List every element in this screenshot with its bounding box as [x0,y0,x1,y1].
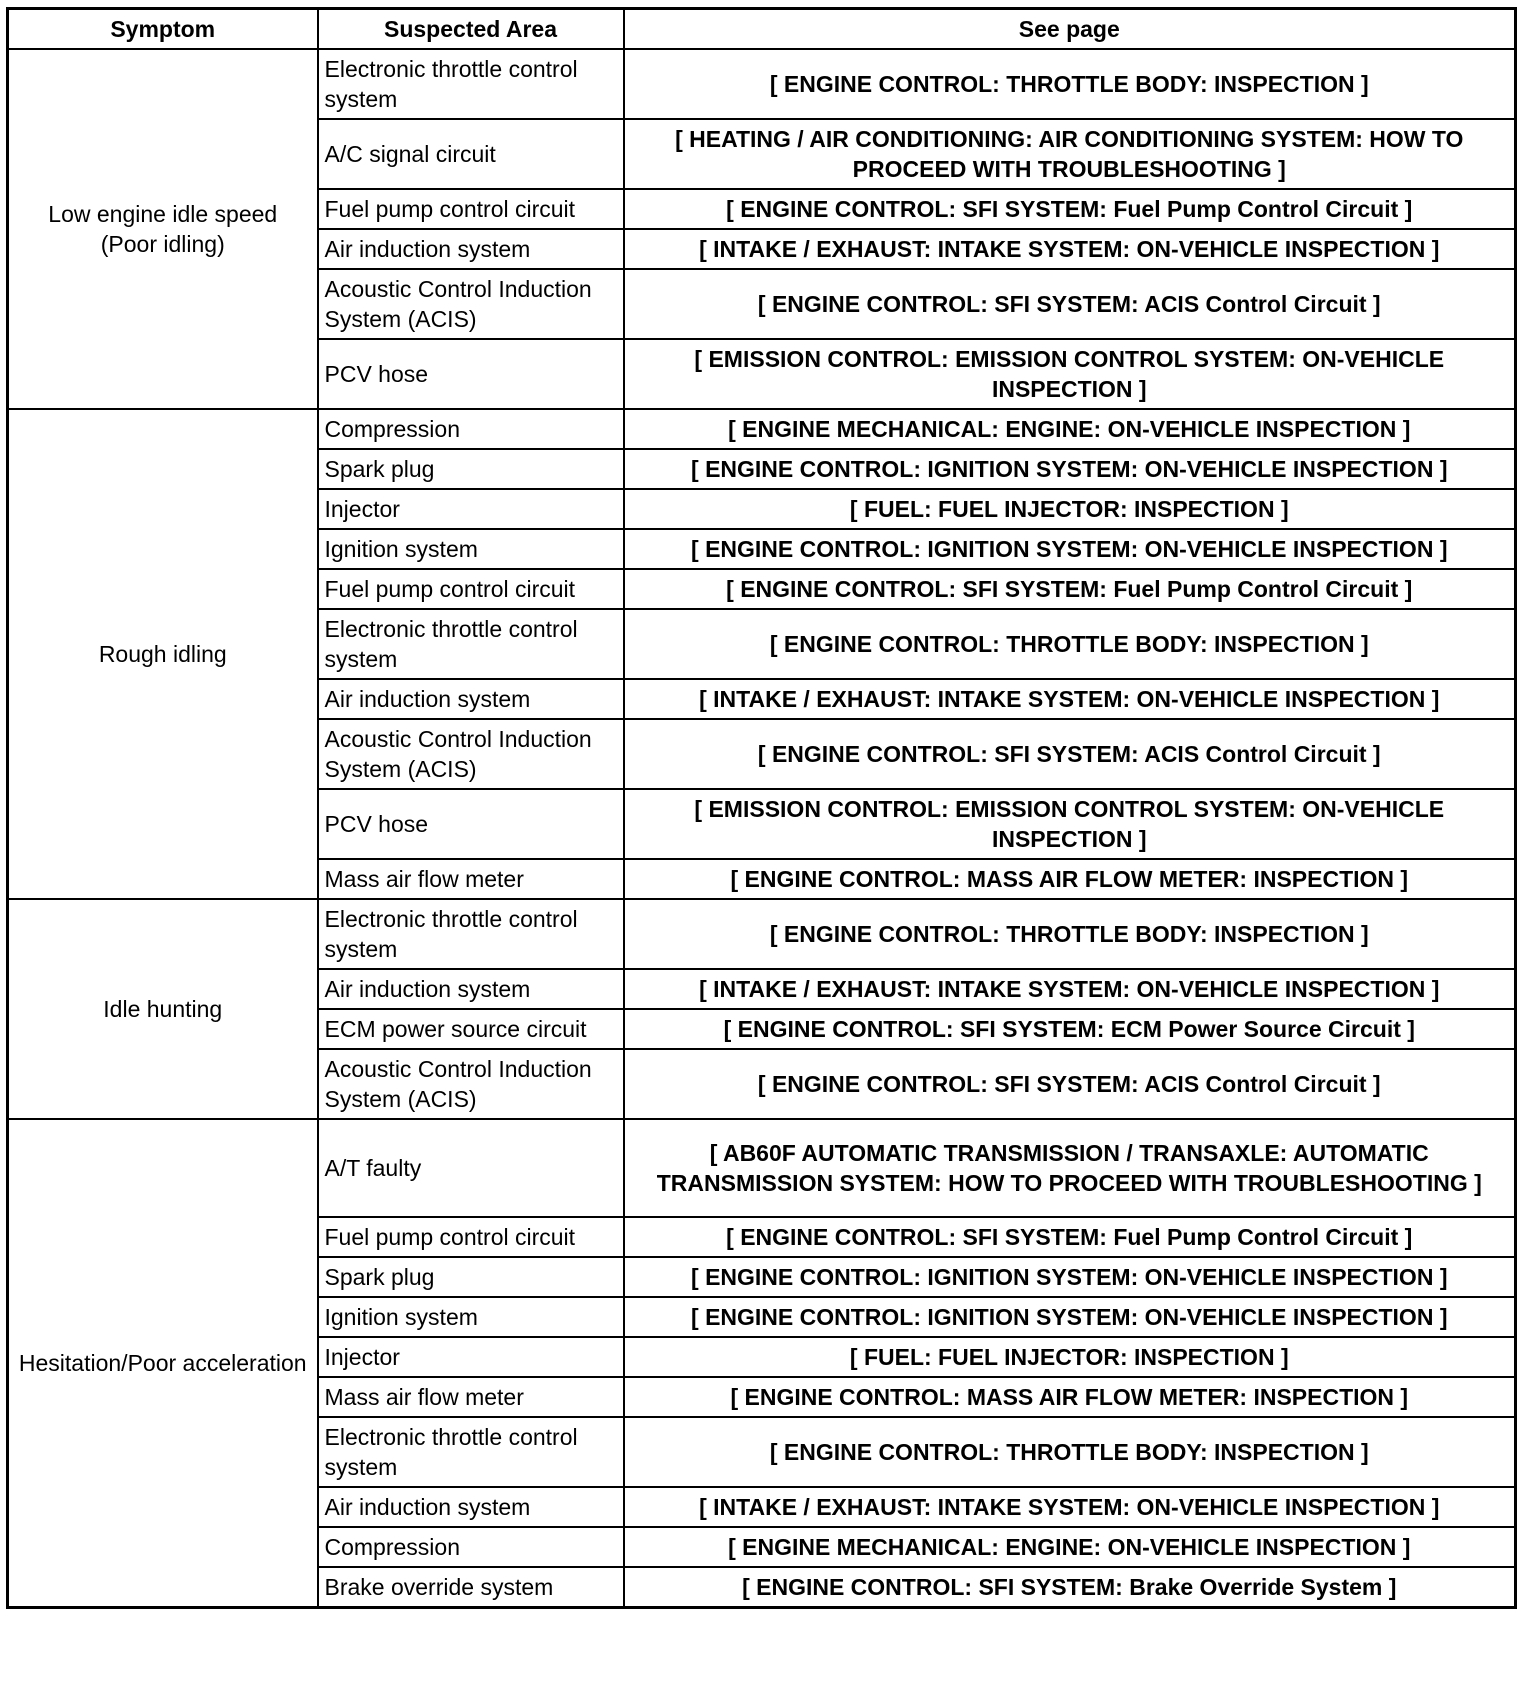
suspected-area-cell: Air induction system [318,229,624,269]
see-page-link[interactable]: [ ENGINE CONTROL: SFI SYSTEM: Fuel Pump Control Circuit ] [624,1217,1516,1257]
see-page-link[interactable]: [ ENGINE CONTROL: SFI SYSTEM: Brake Override System ] [624,1567,1516,1608]
suspected-area-cell: PCV hose [318,339,624,409]
table-body [8,49,1516,1608]
suspected-area-cell: Electronic throttle control system [318,49,624,119]
troubleshooting-table [6,7,1517,1609]
see-page-link[interactable]: [ ENGINE MECHANICAL: ENGINE: ON-VEHICLE INSPECTION ] [624,409,1516,449]
see-page-link[interactable]: [ ENGINE CONTROL: IGNITION SYSTEM: ON-VEHICLE INSPECTION ] [624,449,1516,489]
suspected-area-cell: Acoustic Control Induction System (ACIS) [318,1049,624,1119]
see-page-link[interactable]: [ INTAKE / EXHAUST: INTAKE SYSTEM: ON-VEHICLE INSPECTION ] [624,679,1516,719]
see-page-link[interactable]: [ AB60F AUTOMATIC TRANSMISSION / TRANSAXLE: AUTOMATIC TRANSMISSION SYSTEM: HOW TO PROCEED WITH TROUBLESHOOTING ] [624,1119,1516,1217]
table-row [8,1119,1516,1217]
suspected-area-cell: Fuel pump control circuit [318,569,624,609]
see-page-link[interactable]: [ ENGINE CONTROL: IGNITION SYSTEM: ON-VEHICLE INSPECTION ] [624,1257,1516,1297]
see-page-link[interactable]: [ EMISSION CONTROL: EMISSION CONTROL SYSTEM: ON-VEHICLE INSPECTION ] [624,339,1516,409]
suspected-area-cell: A/T faulty [318,1119,624,1217]
header-symptom: Symptom [8,9,318,50]
table-row [8,899,1516,969]
suspected-area-cell: Fuel pump control circuit [318,189,624,229]
suspected-area-cell: ECM power source circuit [318,1009,624,1049]
table-row [8,409,1516,449]
suspected-area-cell: Fuel pump control circuit [318,1217,624,1257]
see-page-link[interactable]: [ FUEL: FUEL INJECTOR: INSPECTION ] [624,489,1516,529]
suspected-area-cell: Injector [318,489,624,529]
see-page-link[interactable]: [ FUEL: FUEL INJECTOR: INSPECTION ] [624,1337,1516,1377]
see-page-link[interactable]: [ ENGINE CONTROL: MASS AIR FLOW METER: INSPECTION ] [624,1377,1516,1417]
suspected-area-cell: Mass air flow meter [318,1377,624,1417]
symptom-cell: Low engine idle speed (Poor idling) [8,49,318,409]
suspected-area-cell: Compression [318,1527,624,1567]
suspected-area-cell: PCV hose [318,789,624,859]
header-see-page: See page [624,9,1516,50]
see-page-link[interactable]: [ ENGINE CONTROL: SFI SYSTEM: Fuel Pump Control Circuit ] [624,569,1516,609]
see-page-link[interactable]: [ ENGINE CONTROL: THROTTLE BODY: INSPECTION ] [624,49,1516,119]
see-page-link[interactable]: [ ENGINE CONTROL: SFI SYSTEM: ECM Power Source Circuit ] [624,1009,1516,1049]
symptom-cell: Rough idling [8,409,318,899]
symptom-cell: Idle hunting [8,899,318,1119]
suspected-area-cell: Acoustic Control Induction System (ACIS) [318,719,624,789]
suspected-area-cell: Air induction system [318,1487,624,1527]
suspected-area-cell: Spark plug [318,449,624,489]
suspected-area-cell: Electronic throttle control system [318,609,624,679]
see-page-link[interactable]: [ EMISSION CONTROL: EMISSION CONTROL SYSTEM: ON-VEHICLE INSPECTION ] [624,789,1516,859]
see-page-link[interactable]: [ ENGINE CONTROL: SFI SYSTEM: ACIS Control Circuit ] [624,1049,1516,1119]
suspected-area-cell: Air induction system [318,969,624,1009]
table-row [8,49,1516,119]
suspected-area-cell: Spark plug [318,1257,624,1297]
suspected-area-cell: Injector [318,1337,624,1377]
see-page-link[interactable]: [ ENGINE CONTROL: THROTTLE BODY: INSPECTION ] [624,1417,1516,1487]
header-suspected-area: Suspected Area [318,9,624,50]
troubleshooting-table-container [6,7,1514,1609]
see-page-link[interactable]: [ ENGINE CONTROL: SFI SYSTEM: ACIS Control Circuit ] [624,719,1516,789]
see-page-link[interactable]: [ ENGINE CONTROL: MASS AIR FLOW METER: INSPECTION ] [624,859,1516,899]
suspected-area-cell: Ignition system [318,1297,624,1337]
suspected-area-cell: Mass air flow meter [318,859,624,899]
see-page-link[interactable]: [ ENGINE CONTROL: IGNITION SYSTEM: ON-VEHICLE INSPECTION ] [624,1297,1516,1337]
suspected-area-cell: Brake override system [318,1567,624,1608]
symptom-cell: Hesitation/Poor acceleration [8,1119,318,1608]
see-page-link[interactable]: [ ENGINE CONTROL: IGNITION SYSTEM: ON-VEHICLE INSPECTION ] [624,529,1516,569]
table-header-row [8,9,1516,50]
see-page-link[interactable]: [ ENGINE MECHANICAL: ENGINE: ON-VEHICLE INSPECTION ] [624,1527,1516,1567]
see-page-link[interactable]: [ INTAKE / EXHAUST: INTAKE SYSTEM: ON-VEHICLE INSPECTION ] [624,229,1516,269]
see-page-link[interactable]: [ INTAKE / EXHAUST: INTAKE SYSTEM: ON-VEHICLE INSPECTION ] [624,1487,1516,1527]
see-page-link[interactable]: [ HEATING / AIR CONDITIONING: AIR CONDITIONING SYSTEM: HOW TO PROCEED WITH TROUBLESHOOTING ] [624,119,1516,189]
see-page-link[interactable]: [ ENGINE CONTROL: THROTTLE BODY: INSPECTION ] [624,609,1516,679]
suspected-area-cell: Air induction system [318,679,624,719]
see-page-link[interactable]: [ ENGINE CONTROL: THROTTLE BODY: INSPECTION ] [624,899,1516,969]
suspected-area-cell: A/C signal circuit [318,119,624,189]
suspected-area-cell: Electronic throttle control system [318,1417,624,1487]
suspected-area-cell: Acoustic Control Induction System (ACIS) [318,269,624,339]
see-page-link[interactable]: [ ENGINE CONTROL: SFI SYSTEM: Fuel Pump Control Circuit ] [624,189,1516,229]
see-page-link[interactable]: [ ENGINE CONTROL: SFI SYSTEM: ACIS Control Circuit ] [624,269,1516,339]
suspected-area-cell: Compression [318,409,624,449]
see-page-link[interactable]: [ INTAKE / EXHAUST: INTAKE SYSTEM: ON-VEHICLE INSPECTION ] [624,969,1516,1009]
suspected-area-cell: Electronic throttle control system [318,899,624,969]
suspected-area-cell: Ignition system [318,529,624,569]
